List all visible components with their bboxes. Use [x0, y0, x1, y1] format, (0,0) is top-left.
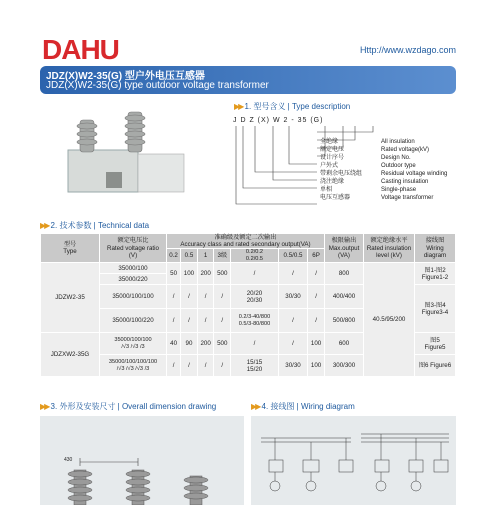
max-cell: 400/400: [325, 285, 364, 309]
section-type-description: [234, 101, 350, 112]
website-url[interactable]: Http://www.wzdago.com: [359, 45, 456, 55]
type-desc-cn: 单相: [320, 187, 333, 193]
type-desc-cn: 浇注绝缘: [320, 179, 345, 185]
value-cell: 100: [181, 263, 198, 285]
ratio-cell: 35000/100/100/100 /√3 /√3 /√3 /3: [100, 355, 167, 377]
arrow-icon: ▶▶: [40, 221, 49, 230]
header-wiring: 接线图 Wiring diagram: [415, 234, 456, 263]
value-cell: /: [197, 355, 214, 377]
value-cell: 90: [181, 333, 198, 355]
section-technical-data: [40, 220, 149, 231]
value-cell: /: [167, 309, 181, 333]
sub-header: 0.2: [167, 249, 181, 263]
ratio-cell: 35000/100: [100, 263, 167, 274]
type-desc-en-list: [381, 138, 447, 202]
type-cell: JDZXW2-35G: [41, 333, 100, 377]
section-type-description-label: 1. 型号含义 | Type description: [244, 102, 351, 111]
section-technical-data-label: 2. 技术参数 | Technical data: [50, 221, 150, 230]
insulation-cell: 40.5/95/200: [364, 263, 415, 377]
type-desc-cn: 设计序号: [320, 155, 345, 161]
sub-header: 6P: [308, 249, 325, 263]
value-cell: 500: [214, 333, 231, 355]
type-desc-en: Design No.: [381, 155, 411, 161]
ratio-cell: 35000/100/100 /√3 /√3 /3: [100, 333, 167, 355]
section-wiring-diagram: [251, 401, 355, 412]
value-cell: 30/30: [278, 285, 307, 309]
value-cell: /: [308, 309, 325, 333]
arrow-icon: ▶▶: [40, 402, 49, 411]
header-accuracy: 准确级及额定二次输出 Accuracy class and rated secondary output(VA): [167, 234, 325, 249]
section-dimension-drawing-label: 3. 外形及安装尺寸 | Overall dimension drawing: [50, 402, 217, 411]
wiring-cell: 图6 Figure6: [415, 355, 456, 377]
type-desc-en: Voltage transformer: [381, 195, 434, 201]
type-desc-cn: 户外式: [320, 163, 339, 169]
value-cell: 0.2/3-40/800 0.5/3-80/800: [231, 309, 279, 333]
value-cell: 100: [308, 355, 325, 377]
value-cell: /: [278, 309, 307, 333]
type-desc-en: Rated voltage(kV): [381, 147, 430, 153]
type-desc-cn: 电压互感器: [320, 195, 351, 201]
value-cell: 30/30: [278, 355, 307, 377]
title-en: JDZ(X)W2-35(G) type outdoor voltage transformer: [46, 80, 269, 91]
value-cell: /: [181, 285, 198, 309]
dimension-label: 430: [64, 457, 73, 463]
value-cell: /: [197, 285, 214, 309]
value-cell: /: [167, 285, 181, 309]
type-desc-en: Residual voltage winding: [381, 171, 448, 177]
brand-logo: DAHU: [42, 34, 119, 65]
value-cell: 100: [308, 333, 325, 355]
value-cell: /: [167, 355, 181, 377]
value-cell: 500: [214, 263, 231, 285]
value-cell: 50: [167, 263, 181, 285]
product-photo: [58, 110, 188, 200]
title-cn: JDZ(X)W2-35(G) 型户外电压互感器: [46, 71, 205, 82]
max-cell: 300/300: [325, 355, 364, 377]
value-cell: /: [308, 285, 325, 309]
max-cell: 600: [325, 333, 364, 355]
value-cell: 40: [167, 333, 181, 355]
sub-header: 0.5: [181, 249, 198, 263]
arrow-icon: ▶▶: [234, 102, 243, 111]
type-desc-en: Casting insulation: [381, 179, 429, 185]
value-cell: /: [278, 333, 307, 355]
type-desc-en: Outdoor type: [381, 163, 416, 169]
type-desc-en: Single-phase: [381, 187, 417, 193]
wiring-cell: 图5 Figure5: [415, 333, 456, 355]
sub-header: 0.5/0.5: [278, 249, 307, 263]
wiring-cell: 图3-图4 Figure3-4: [415, 285, 456, 333]
sub-header: 1: [197, 249, 214, 263]
section-wiring-diagram-label: 4. 接线图 | Wiring diagram: [261, 402, 355, 411]
value-cell: /: [214, 355, 231, 377]
wiring-diagram: [251, 416, 456, 505]
value-cell: /: [181, 309, 198, 333]
type-code: J D Z (X) W 2 - 35 (G): [233, 117, 324, 124]
type-desc-cn: 全绝缘: [320, 139, 339, 145]
section-dimension-drawing: [40, 401, 216, 412]
sub-header: 0.2/0.2 0.2/0.5: [231, 249, 279, 263]
value-cell: 200: [197, 263, 214, 285]
value-cell: /: [214, 309, 231, 333]
value-cell: /: [197, 309, 214, 333]
wiring-cell: 图1-图2 Figure1-2: [415, 263, 456, 285]
type-desc-cn: 带剩余电压绕组: [320, 171, 363, 177]
technical-data-table: [40, 233, 456, 377]
ratio-cell: 35000/100/100: [100, 285, 167, 309]
value-cell: /: [181, 355, 198, 377]
type-desc-en: All insulation: [381, 139, 415, 145]
header-insulation: 额定绝缘水平 Rated insulation level (kV): [364, 234, 415, 263]
value-cell: 200: [197, 333, 214, 355]
value-cell: /: [308, 263, 325, 285]
max-cell: 500/800: [325, 309, 364, 333]
value-cell: /: [278, 263, 307, 285]
header-type: 型号 Type: [41, 234, 100, 263]
type-cell: JDZW2-35: [41, 263, 100, 333]
header-ratio: 额定电压比 Rated voltage ratio (V): [100, 234, 167, 263]
value-cell: /: [231, 263, 279, 285]
max-cell: 800: [325, 263, 364, 285]
type-desc-cn: 额定电压: [320, 147, 345, 153]
ratio-cell: 35000/220: [100, 274, 167, 285]
arrow-icon: ▶▶: [251, 402, 260, 411]
value-cell: 20/20 20/30: [231, 285, 279, 309]
ratio-cell: 35000/100/220: [100, 309, 167, 333]
value-cell: /: [231, 333, 279, 355]
type-desc-cn-list: [320, 138, 362, 202]
sub-header: 3级: [214, 249, 231, 263]
header-max-output: 极限输出 Max.output (VA): [325, 234, 364, 263]
value-cell: /: [214, 285, 231, 309]
value-cell: 15/15 15/20: [231, 355, 279, 377]
